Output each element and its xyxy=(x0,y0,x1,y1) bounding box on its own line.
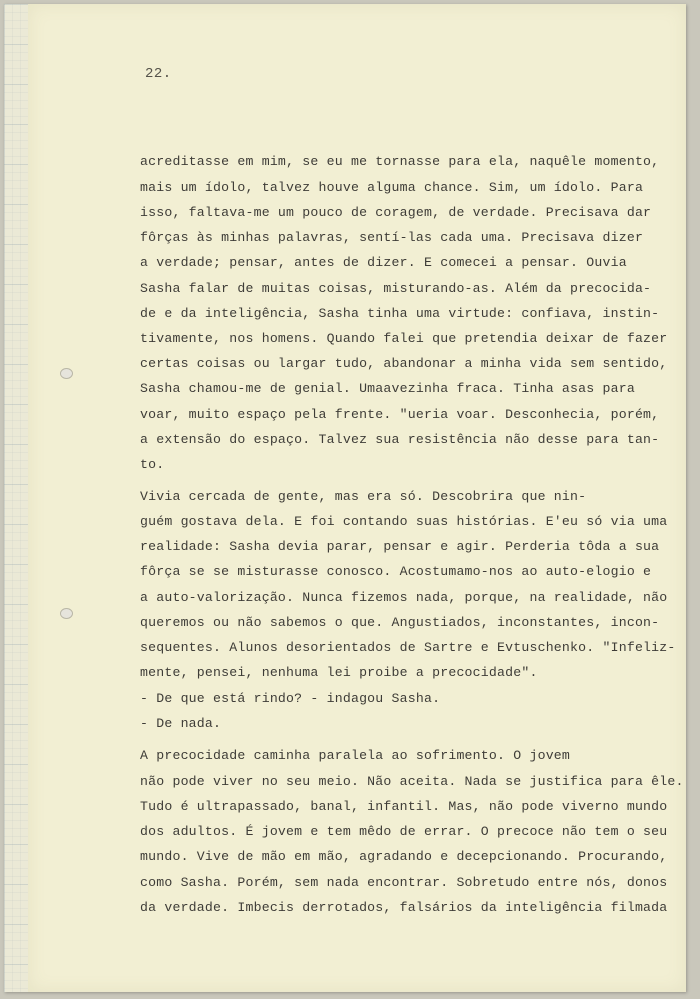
text-line: Sasha falar de muitas coisas, misturando-as. Além da precocida- xyxy=(140,281,652,296)
text-line: de e da inteligência, Sasha tinha uma virtude: confiava, instin- xyxy=(140,306,660,321)
text-line: não pode viver no seu meio. Não aceita. Nada se justifica para êle. xyxy=(140,774,684,789)
text-line: a extensão do espaço. Talvez sua resistência não desse para tan- xyxy=(140,432,660,447)
text-line: voar, muito espaço pela frente. "ueria voar. Desconhecia, porém, xyxy=(140,407,660,422)
graph-paper-background xyxy=(4,4,686,992)
text-line: a auto-valorização. Nunca fizemos nada, porque, na realidade, não xyxy=(140,590,668,605)
text-line: da verdade. Imbecis derrotados, falsários da inteligência filmada xyxy=(140,900,668,915)
text-line: mundo. Vive de mão em mão, agradando e decepcionando. Procurando, xyxy=(140,849,668,864)
text-line: A precocidade caminha paralela ao sofrimento. O jovem xyxy=(140,748,571,763)
text-line: guém gostava dela. E foi contando suas histórias. E'eu só via uma xyxy=(140,514,668,529)
text-line: isso, faltava-me um pouco de coragem, de verdade. Precisava dar xyxy=(140,205,652,220)
punch-hole-upper xyxy=(60,368,73,379)
punch-hole-lower xyxy=(60,608,73,619)
text-line: acreditasse em mim, se eu me tornasse para ela, naquêle momento, xyxy=(140,154,660,169)
text-line: mais um ídolo, talvez houve alguma chance. Sim, um ídolo. Para xyxy=(140,180,644,195)
text-line: a verdade; pensar, antes de dizer. E comecei a pensar. Ouvia xyxy=(140,255,627,270)
text-line: Vivia cercada de gente, mas era só. Descobrira que nin- xyxy=(140,489,587,504)
text-line: fôrça se se misturasse conosco. Acostumamo-nos ao auto-elogio e xyxy=(140,564,652,579)
text-line: Sasha chamou-me de genial. Umaavezinha fraca. Tinha asas para xyxy=(140,381,635,396)
text-line: fôrças às minhas palavras, sentí-las cada uma. Precisava dizer xyxy=(140,230,644,245)
page-number: 22. xyxy=(145,66,172,82)
text-line: to. xyxy=(140,457,165,472)
text-line: Tudo é ultrapassado, banal, infantil. Mas, não pode viverno mundo xyxy=(140,799,668,814)
text-line: dos adultos. É jovem e tem mêdo de errar. O precoce não tem o seu xyxy=(140,824,668,839)
text-line: sequentes. Alunos desorientados de Sartre e Evtuschenko. "Infeliz- xyxy=(140,640,676,655)
text-line: certas coisas ou largar tudo, abandonar a minha vida sem sentido, xyxy=(140,356,668,371)
dialogue-line: - De que está rindo? - indagou Sasha. xyxy=(140,691,441,706)
text-line: queremos ou não sabemos o que. Angustiados, inconstantes, incon- xyxy=(140,615,660,630)
text-line: como Sasha. Porém, sem nada encontrar. Sobretudo entre nós, donos xyxy=(140,875,668,890)
dialogue-line: - De nada. xyxy=(140,716,222,731)
text-line: realidade: Sasha devia parar, pensar e agir. Perderia tôda a sua xyxy=(140,539,660,554)
text-line: mente, pensei, nenhuma lei proibe a precocidade". xyxy=(140,665,538,680)
text-line: tivamente, nos homens. Quando falei que pretendia deixar de fazer xyxy=(140,331,668,346)
